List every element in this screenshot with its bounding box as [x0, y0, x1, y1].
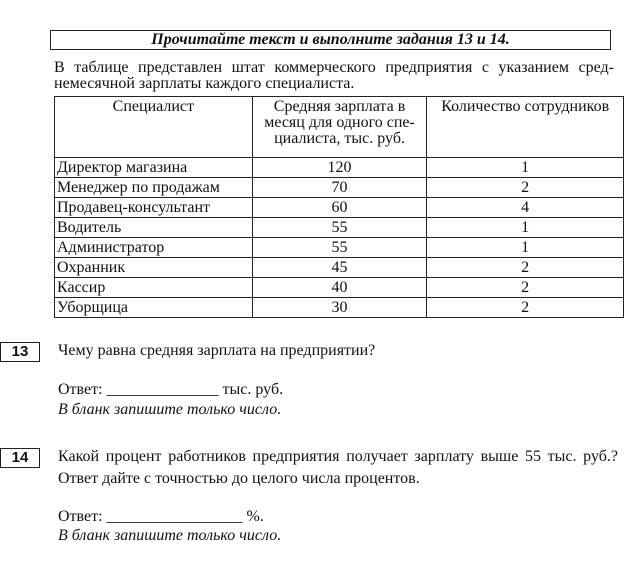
cell-specialist: Охранник	[55, 258, 253, 278]
cell-salary: 30	[252, 298, 427, 318]
cell-count: 2	[427, 258, 624, 278]
staff-table	[54, 96, 624, 318]
header-salary: Средняя зарплата в месяц для одного специалиста, тыс. руб.	[252, 97, 427, 158]
cell-specialist: Администратор	[55, 238, 253, 258]
header-count: Количество сотрудников	[427, 97, 624, 158]
cell-count: 2	[427, 178, 624, 198]
table-row	[55, 238, 624, 258]
table-row	[55, 298, 624, 318]
cell-specialist: Водитель	[55, 218, 253, 238]
cell-specialist: Продавец-консультант	[55, 198, 253, 218]
cell-salary: 55	[252, 218, 427, 238]
cell-specialist: Кассир	[55, 278, 253, 298]
cell-count: 1	[427, 158, 624, 178]
cell-specialist: Директор магазина	[55, 158, 253, 178]
task-13-note: В бланк запишите только число.	[58, 401, 282, 418]
cell-specialist: Уборщица	[55, 298, 253, 318]
intro-text: В таблице представлен штат коммерческого предприятия с указанием среднемесячной зарплаты каждого специалиста.	[54, 59, 614, 92]
cell-salary: 70	[252, 178, 427, 198]
cell-count: 1	[427, 238, 624, 258]
cell-count: 4	[427, 198, 624, 218]
cell-count: 2	[427, 298, 624, 318]
table-header-row	[55, 97, 624, 158]
cell-salary: 60	[252, 198, 427, 218]
table-row	[55, 258, 624, 278]
cell-specialist: Менеджер по продажам	[55, 178, 253, 198]
table-row	[55, 158, 624, 178]
cell-count: 1	[427, 218, 624, 238]
cell-salary: 55	[252, 238, 427, 258]
task-14-number: 14	[0, 448, 40, 468]
task-14-note: В бланк запишите только число.	[58, 527, 282, 544]
cell-salary: 40	[252, 278, 427, 298]
task-13-answer-line: Ответ: ______________ тыс. руб.	[58, 381, 284, 398]
cell-salary: 45	[252, 258, 427, 278]
task-14-question: Какой процент работников предприятия получает зарплату выше 55 тыс. руб.? Ответ дайте с точностью до целого числа процентов.	[58, 448, 618, 487]
section-header: Прочитайте текст и выполните задания 13 и 14.	[50, 30, 611, 50]
task-14-answer-line: Ответ: _________________ %.	[58, 508, 264, 525]
task-13-number: 13	[0, 342, 40, 362]
header-specialist: Специалист	[55, 97, 253, 158]
table-row	[55, 218, 624, 238]
table-row	[55, 198, 624, 218]
cell-salary: 120	[252, 158, 427, 178]
task-13-question: Чему равна средняя зарплата на предприятии?	[58, 342, 376, 359]
table-row	[55, 178, 624, 198]
table-row	[55, 278, 624, 298]
cell-count: 2	[427, 278, 624, 298]
